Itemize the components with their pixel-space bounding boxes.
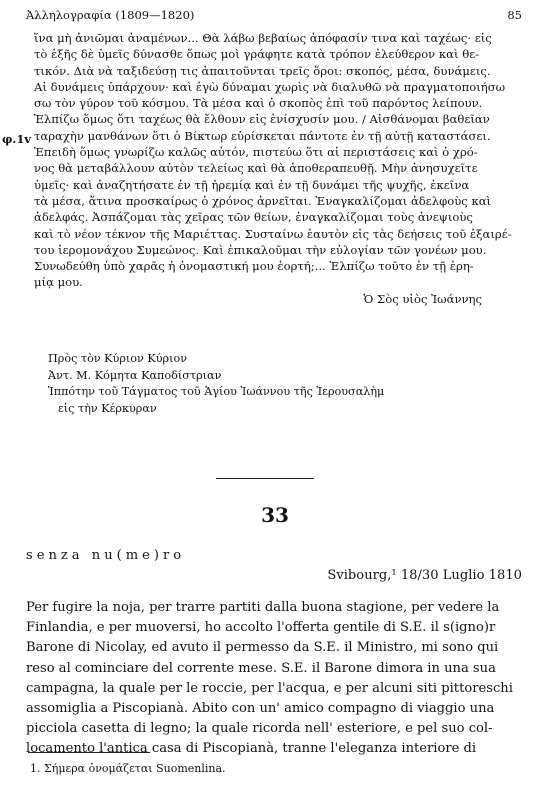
text-line: Ἐπειδὴ ὅμως γνωρίζω καλῶς αὐτόν, πιστεύω ὅτι αἱ περιστάσεις καὶ ὁ χρό- xyxy=(34,145,478,160)
text-line: τὸ ἑξῆς δὲ ὑμεῖς δύνασθε ὅπως μοὶ γράφητε κατὰ τρόπον ἐλεύθερον καὶ θε- xyxy=(34,47,480,62)
text-line: ἵνα μὴ ἀνιῶμαι ἀναμένων... Θὰ λάβω βεβαίως ἀπόφασίν τινα καὶ ταχέως· εἰς xyxy=(34,31,492,45)
address-line: εἰς τὴν Κέρκυραν xyxy=(58,401,157,415)
running-title: Ἀλληλογραφία (1809—1820) xyxy=(26,8,195,22)
letter-number: 33 xyxy=(261,503,289,527)
senza-numero-label: senza nu(me)ro xyxy=(26,548,186,563)
text-line: ταραχὴν μανθάνων ὅτι ὁ Βίκτωρ εὑρίσκεται πάντοτε ἐν τῇ αὐτῇ καταστάσει. xyxy=(34,128,491,143)
address-line: Πρὸς τὸν Κύριον Κύριον xyxy=(48,352,188,365)
text-line: Αἱ δυνάμεις ὑπάρχουν· καὶ ἐγὼ δύναμαι χωρὶς νὰ διαλυθῶ νὰ πραγματοποιήσω xyxy=(34,79,506,94)
address-block xyxy=(48,351,384,417)
footnote-rule xyxy=(28,752,150,753)
page-number: 85 xyxy=(507,8,522,22)
footnote: 1. Σήμερα ὀνομάζεται Suomenlina. xyxy=(30,762,226,775)
running-header xyxy=(26,8,522,22)
text-line: picciola casetta di legno; la quale ricorda nell' esteriore, e pel suo col- xyxy=(26,721,493,737)
text-line: Barone di Nicolay, ed avuto il permesso da S.E. il Ministro, mi sono qui xyxy=(26,640,499,656)
text-line: assomiglia a Piscopianà. Abito con un' amico compagno di viaggio una xyxy=(26,700,495,716)
text-line: καὶ τὸ νέον τέκνον τῆς Μαριέττας. Συσταίνω ἑαυτὸν εἰς τὰς δεήσεις τοῦ ἐξαιρέ- xyxy=(34,226,512,241)
text-line: τικόν. Διὰ νὰ ταξιδεύσῃ τις ἀπαιτοῦνται τρεῖς ὅροι: σκοπός, μέσα, δυνάμεις. xyxy=(34,63,491,78)
text-line: ἀδελφάς. Ἀσπάζομαι τὰς χεῖρας τῶν θείων, ἐναγκαλίζομαι τοὺς ἀνεψιοὺς xyxy=(34,210,473,225)
text-line: reso al cominciare del corrente mese. S.E. il Barone dimora in una sua xyxy=(26,660,496,676)
text-line: μίᾳ μου. xyxy=(34,275,83,290)
text-line: ὑμεῖς· καὶ ἀναζητήσατε ἐν τῇ ἠρεμίᾳ καὶ ἐν τῇ δυνάμει τῆς ψυχῆς, ἐκεῖνα xyxy=(34,177,470,192)
text-line: νος θὰ μεταβάλλουν αὐτὸν τελείως καὶ θὰ ἀποθεραπευθῇ. Μὴν ἀνησυχεῖτε xyxy=(34,161,478,176)
text-line: Finlandia, e per muoversi, ho accolto l'offerta gentile di S.E. il s(igno)r xyxy=(26,620,496,636)
text-line: σω τὸν γύρον τοῦ κόσμου. Τὰ μέσα καὶ ὁ σκοπὸς ἐπὶ τοῦ παρόντος λείπουν. xyxy=(34,96,483,111)
greek-letter-body xyxy=(34,30,510,307)
folio-margin-note: φ.1v xyxy=(2,132,32,146)
signature: Ὁ Σὸς υἱὸς Ἰωάννης xyxy=(363,291,482,306)
text-line: Ἐλπίζω ὅμως ὅτι ταχέως θὰ ἔλθουν εἰς ἐνίσχυσίν μου. / Αἰσθάνομαι βαθεῖαν xyxy=(34,112,490,127)
dateline: Svibourg,¹ 18/30 Luglio 1810 xyxy=(327,568,522,583)
text-line: του ἱερομονάχου Συμεώνος. Καὶ ἐπικαλοῦμαι τὴν εὐλογίαν τῶν γονέων μου. xyxy=(34,242,487,257)
section-separator xyxy=(216,478,314,479)
text-line: Per fugire la noja, per trarre partiti dalla buona stagione, per vedere la xyxy=(26,600,500,615)
address-line: Ἱππότην τοῦ Τάγματος τοῦ Ἁγίου Ἰωάννου τῆς Ἱερουσαλὴμ xyxy=(48,385,385,398)
italian-letter-body xyxy=(26,598,526,760)
text-line: locamento l'antica casa di Piscopianà, tranne l'eleganza interiore di xyxy=(26,741,477,757)
address-line: Ἀντ. Μ. Κόμητα Καποδίστριαν xyxy=(48,368,222,382)
text-line: campagna, la quale per le roccie, per l'acqua, e per alcuni siti pittoreschi xyxy=(26,680,513,696)
text-line: τὰ μέσα, ἅτινα προσκαίρως ὁ χρόνος ἀρνεῖται. Ἐναγκαλίζομαι ἀδελφοὺς καὶ xyxy=(34,193,492,208)
italian-letter xyxy=(26,546,526,757)
text-line: Συνωδεύθη ὑπὸ χαρᾶς ἡ ὀνομαστική μου ἑορτή;... Ἐλπίζω τοῦτο ἐν τῇ ἐρη- xyxy=(34,259,474,274)
